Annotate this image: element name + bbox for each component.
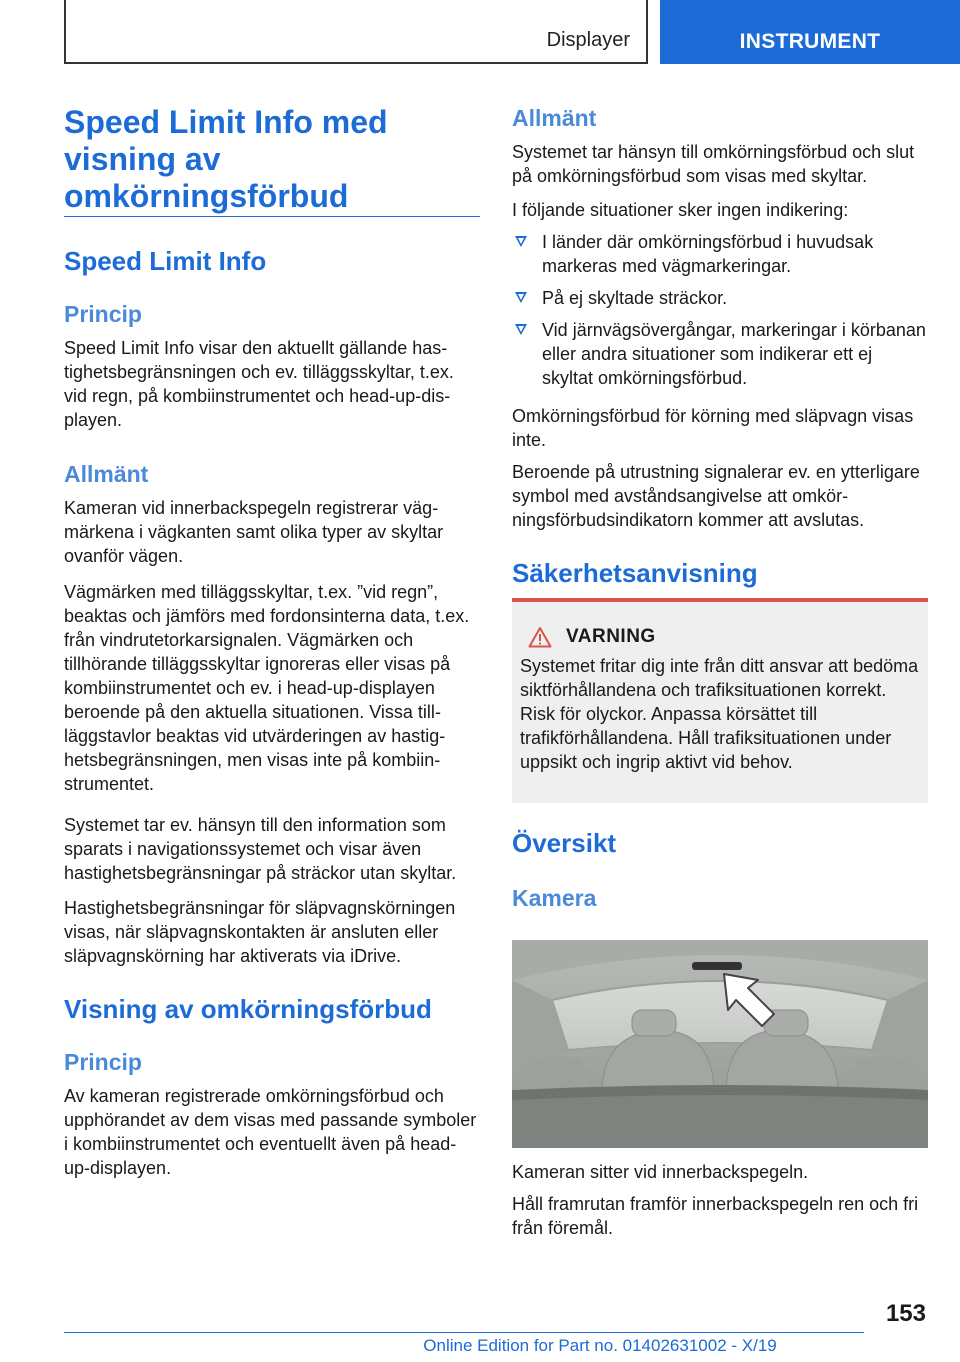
heading-sakerhetsanvisning: Säkerhetsanvisning: [512, 558, 758, 588]
header-section-label: Displayer: [546, 29, 630, 51]
page-number: 153: [885, 1300, 926, 1327]
list-item: På ej skyltade sträckor.: [512, 286, 928, 310]
heading-allmant-2: Allmänt: [512, 105, 597, 131]
paragraph-allmant-2b: I följande situationer sker ingen indikering:: [512, 200, 849, 220]
warning-text: Systemet fritar dig inte från ditt ansvar att bedöma siktförhållandena och trafiksituationen korrekt. Risk för olyckor. Anpassa körsättet till trafikförhållandena. Håll trafiksituationen under uppsikt och ingrip aktivt vid behov.: [520, 656, 919, 772]
car-interior-picture: [512, 940, 928, 1148]
title-divider: [64, 216, 480, 217]
header-box: [64, 0, 648, 64]
list-item: I länder där omkörningsförbud i huvudsak markeras med vägmarkeringar.: [512, 230, 928, 278]
paragraph-allmant-1c: Systemet tar ev. hänsyn till den information som sparats i navigationssystemet och visar även hastighetsbegränsningar på sträckor utan skyltar.: [64, 815, 457, 883]
triangle-bullet-icon: [515, 236, 527, 247]
paragraph-princip-2: Av kameran registrerade omkörningsförbud och upphörandet av dem visas med passande symboler i kombiinstrumentet och eventuellt även på head-up-displayen.: [64, 1086, 477, 1178]
header-chapter-tab: [660, 0, 960, 64]
warning-triangle-icon: [528, 626, 552, 648]
page-title: Speed Limit Info med visning av omkörningsförbud: [64, 104, 388, 214]
heading-allmant-1: Allmänt: [64, 461, 149, 487]
list-item: Vid järnvägsövergångar, markeringar i körbanan eller andra situationer som indikerar ett ej skyltat omkörningsförbud.: [512, 318, 928, 390]
heading-speed-limit-info: Speed Limit Info: [64, 246, 267, 276]
heading-oversikt: Översikt: [512, 828, 617, 858]
paragraph-kamera-1: Kameran sitter vid innerbackspegeln.: [512, 1162, 809, 1182]
header-chapter-label: INSTRUMENT: [739, 30, 881, 53]
footer-divider: [64, 1332, 864, 1333]
heading-visning-omkorningsforbud: Visning av omkörningsförbud: [64, 994, 432, 1024]
triangle-bullet-icon: [515, 292, 527, 303]
paragraph-allmant-2a: Systemet tar hänsyn till omkörningsförbud och slut på omkörningsförbud som visas med skyltar.: [512, 142, 915, 186]
triangle-bullet-icon: [515, 324, 527, 335]
paragraph-allmant-1b: Vägmärken med tilläggsskyltar, t.ex. ”vid regn”, beaktas och jämförs med fordonsinterna data, t.ex. från vindrutetorkarsignalen. Vägmärken och tillhörande tilläggsskyltar ignoreras eller visas på kombiinstrumentet och ev. i head-up-displayen beroende på den aktuella situationen. Vissa tillläggstavlor beaktas vid utvärderingen av hastighetsbegränsningen, men visas inte på kombiinstrumentet.: [64, 582, 470, 794]
warning-title: VARNING: [566, 626, 656, 647]
camera-location-illustration: [512, 940, 928, 1148]
heading-princip-2: Princip: [64, 1049, 142, 1075]
paragraph-princip-1: Speed Limit Info visar den aktuellt gällande hastighetsbegränsningen och ev. tilläggsskyltar, t.ex. vid regn, på kombiinstrumentet och head-up-displayen.: [64, 338, 454, 430]
paragraph-allmant-2c: Omkörningsförbud för körning med släpvagn visas inte.: [512, 406, 914, 450]
paragraph-allmant-2d: Beroende på utrustning signalerar ev. en ytterligare symbol med avståndsangivelse att omkörningsförbudsindikatorn kommer att avslutas.: [512, 462, 920, 530]
paragraph-allmant-1d: Hastighetsbegränsningar för släpvagnskörningen visas, när släpvagnskontakten är ansluten eller släpvagnskörning har aktiverats via iDrive.: [64, 898, 456, 966]
paragraph-kamera-2: Håll framrutan framför innerbackspegeln ren och fri från föremål.: [512, 1194, 919, 1238]
heading-kamera: Kamera: [512, 885, 597, 911]
heading-princip-1: Princip: [64, 301, 142, 327]
situation-list: [512, 230, 928, 398]
paragraph-allmant-1a: Kameran vid innerbackspegeln registrerar vägmärkena i vägkanten samt olika typer av skyltar ovanför vägen.: [64, 498, 444, 566]
warning-box: [512, 598, 928, 803]
footer-edition: Online Edition for Part no. 01402631002 - X/19: [423, 1336, 777, 1355]
